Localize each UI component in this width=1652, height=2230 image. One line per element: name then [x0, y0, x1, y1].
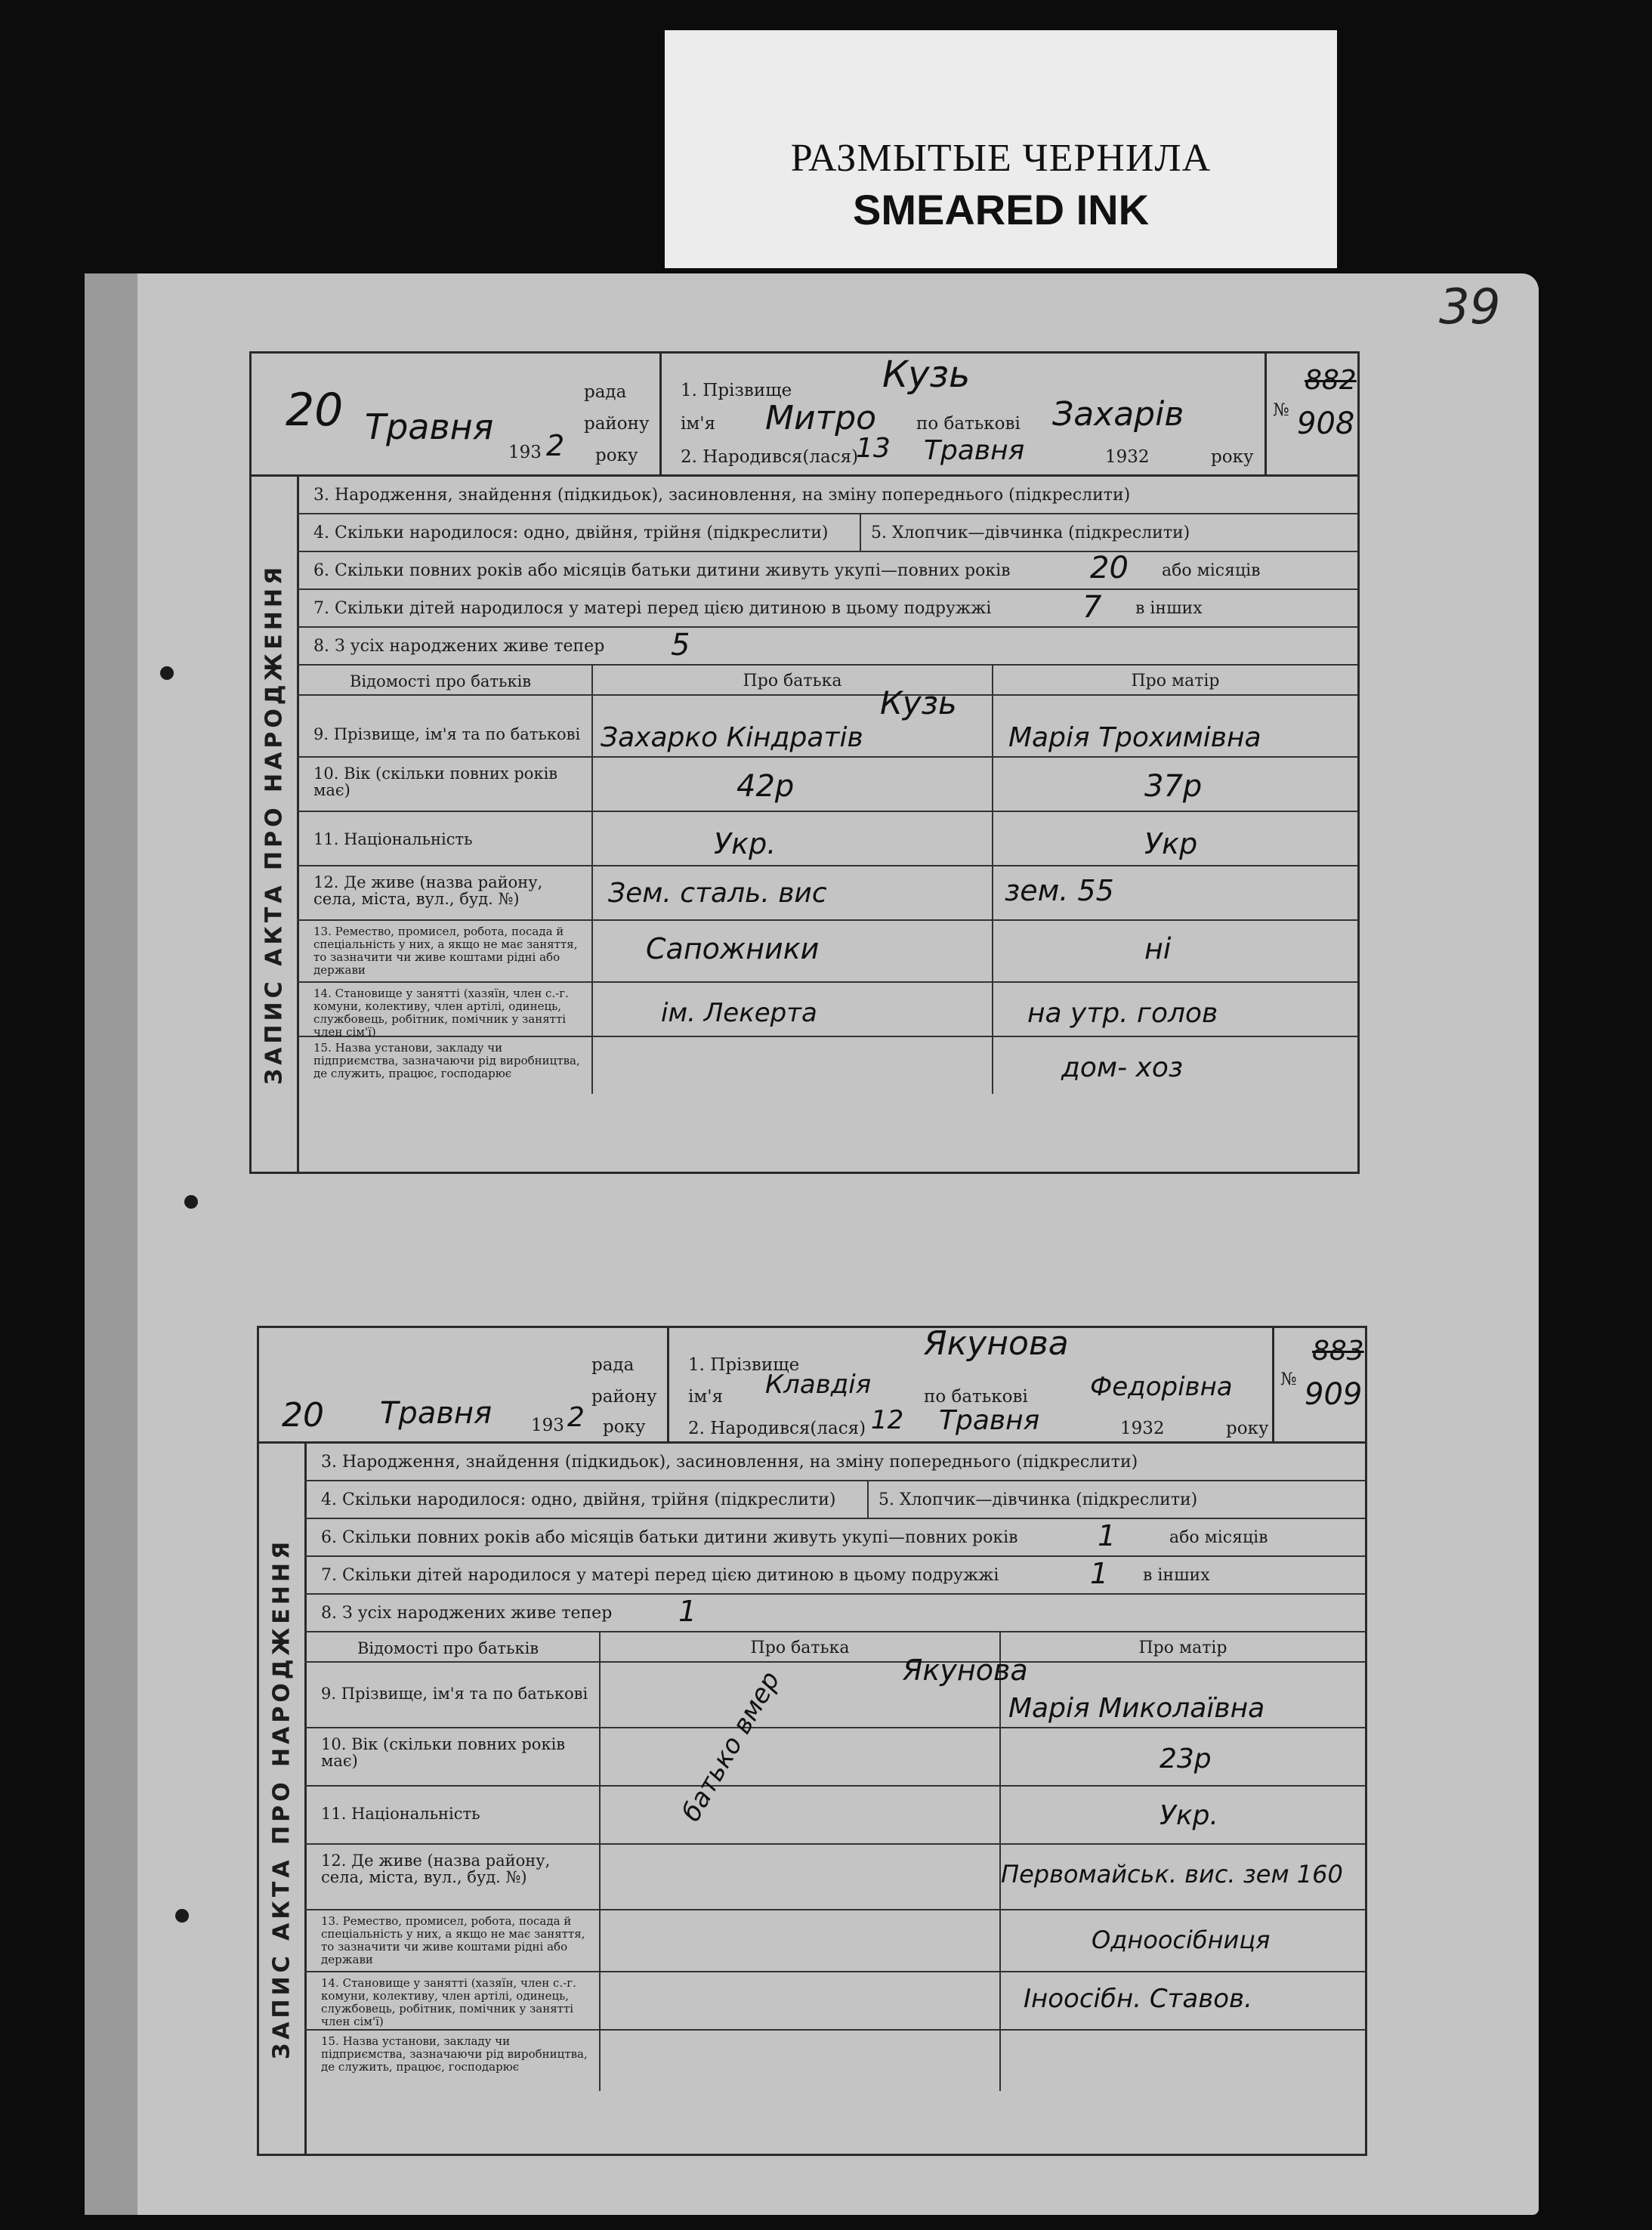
row-15: 15. Назва установи, закладу чи підприємства, зазначаючи рід виробництва, де служить, працює, господарює дом- хоз	[297, 1037, 1357, 1094]
mother-occupation: ні	[1144, 932, 1172, 965]
rada-label: рада	[591, 1355, 635, 1375]
number-old: 882	[1305, 365, 1357, 396]
born-month: Травня	[924, 435, 1025, 466]
alive-count: 5	[671, 628, 690, 663]
row-6: 6. Скільки повних років або місяців батьки дитини живуть укупі—повних років 20 або місяців	[297, 552, 1357, 590]
registration-date-cell: рада району року 20 Травня 193 2	[252, 354, 662, 474]
row-10: 10. Вік (скільки повних років має) батько вмер 23р	[304, 1728, 1365, 1787]
mother-name: Марія Миколаївна	[1008, 1693, 1265, 1724]
row-4-5: 4. Скільки народилося: одно, двійня, трійня (підкреслити) 5. Хлопчик—дівчинка (підкреслити)	[304, 1481, 1365, 1519]
rada-label: рада	[584, 382, 627, 402]
born-day: 13	[856, 433, 891, 464]
together-years: 1	[1098, 1519, 1116, 1552]
born-day: 12	[871, 1405, 904, 1435]
children-before: 1	[1090, 1557, 1109, 1590]
born-label: 2. Народився(лася)	[688, 1419, 866, 1438]
mother-occupation: Одноосібниця	[1092, 1926, 1271, 1954]
row-13: 13. Ремество, промисел, робота, посада й спеціальність у них, а якщо не має заняття, то зазначити чи живе коштами рідні або держави Сапожники ні	[297, 921, 1357, 983]
stamp-en: SMEARED INK	[852, 186, 1150, 233]
mother-name: Марія Трохимівна	[1008, 722, 1261, 753]
row-14: 14. Становище у занятті (хазяїн, член с.-г. комуни, колективу, член артілі, одинець, службовець, робітник, помічник у занятті член сім'ї) Іноосібн. Ставов.	[304, 1972, 1365, 2031]
mother-institution: дом- хоз	[1061, 1052, 1183, 1083]
binding-hole	[184, 1195, 198, 1209]
rayonu-label: району	[591, 1387, 657, 1407]
mother-age: 37р	[1144, 769, 1203, 804]
born-month: Травня	[939, 1405, 1040, 1436]
row-4-5: 4. Скільки народилося: одно, двійня, трійня (підкреслити) 5. Хлопчик—дівчинка (підкреслити)	[297, 514, 1357, 552]
child-surname: Якунова	[924, 1324, 1069, 1363]
children-before: 7	[1082, 590, 1102, 625]
born-label: 2. Народився(лася)	[681, 447, 859, 467]
father-surname: Кузь	[880, 684, 957, 721]
father-note: батько вмер	[676, 1666, 786, 1827]
child-patronymic: Захарів	[1052, 395, 1184, 434]
roku-label-2: року	[1226, 1419, 1269, 1438]
record-header	[249, 351, 1360, 474]
birth-record-908	[249, 351, 1360, 1174]
side-title: ЗАПИС АКТА ПРО НАРОДЖЕННЯ	[259, 1444, 307, 2154]
father-age: 42р	[736, 769, 795, 804]
row-11: 11. Національність Укр.	[304, 1787, 1365, 1845]
mother-age: 23р	[1159, 1744, 1212, 1774]
patronymic-label: по батькові	[924, 1387, 1028, 1407]
mother-nationality: Укр.	[1159, 1800, 1218, 1831]
row-7: 7. Скільки дітей народилося у матері перед цією дитиною в цьому подружжі 1 в інших	[304, 1557, 1365, 1595]
row-12: 12. Де живе (назва району, села, міста, вул., буд. №) Первомайськ. вис. зем 160	[304, 1845, 1365, 1910]
parents-table	[304, 1632, 1365, 2091]
record-number-cell	[1264, 354, 1357, 474]
surname-label: 1. Прізвище	[688, 1355, 800, 1375]
record-body	[249, 474, 1360, 1174]
rayonu-label: району	[584, 414, 650, 434]
row-14: 14. Становище у занятті (хазяїн, член с.-г. комуни, колективу, член артілі, одинець, службовець, робітник, помічник у занятті член сім'ї) ім. Лекерта на утр. голов	[297, 983, 1357, 1037]
row-9: 9. Прізвище, ім'я та по батькові Кузь Захарко Кіндратів Марія Трохимівна	[297, 696, 1357, 758]
mother-surname: Якунова	[903, 1654, 1028, 1687]
father-nationality: Укр.	[714, 827, 777, 860]
row-3: 3. Народження, знайдення (підкидьок), засиновлення, на зміну попереднього (підкреслити)	[297, 477, 1357, 514]
reg-day: 20	[286, 384, 344, 437]
number-new: 909	[1305, 1377, 1363, 1412]
row-15: 15. Назва установи, закладу чи підприємства, зазначаючи рід виробництва, де служить, працює, господарює	[304, 2031, 1365, 2091]
record-number-cell	[1272, 1328, 1365, 1441]
together-years: 20	[1090, 551, 1129, 585]
parents-table	[297, 666, 1357, 1094]
child-name: Митро	[765, 399, 877, 437]
row-8: 8. З усіх народжених живе тепер 1	[304, 1595, 1365, 1632]
surname-label: 1. Прізвище	[681, 381, 792, 400]
row-8: 8. З усіх народжених живе тепер 5	[297, 628, 1357, 666]
number-label: №	[1273, 400, 1289, 420]
father-occupation: Сапожники	[646, 932, 820, 965]
mother-status: на утр. голов	[1027, 998, 1218, 1029]
binding-hole	[175, 1909, 189, 1923]
row-3: 3. Народження, знайдення (підкидьок), засиновлення, на зміну попереднього (підкреслити)	[304, 1444, 1365, 1481]
patronymic-label: по батькові	[916, 414, 1021, 434]
stamp-ru: РАЗМЫТЫЕ ЧЕРНИЛА	[790, 137, 1212, 180]
reg-month: Травня	[365, 406, 494, 447]
birth-record-909	[257, 1326, 1367, 2156]
row-13: 13. Ремество, промисел, робота, посада й спеціальність у них, а якщо не має заняття, то зазначити чи живе коштами рідні або держави Одноосібниця	[304, 1910, 1365, 1972]
row-6: 6. Скільки повних років або місяців батьки дитини живуть укупі—повних років 1 або місяців	[304, 1519, 1365, 1557]
registration-date-cell: рада району року 20 Травня 193 2	[259, 1328, 669, 1441]
side-title: ЗАПИС АКТА ПРО НАРОДЖЕННЯ	[252, 477, 299, 1172]
sheet-number: 39	[1439, 280, 1501, 335]
mother-status: Іноосібн. Ставов.	[1024, 1984, 1252, 2014]
reg-year: 193	[508, 443, 542, 462]
mother-residence: Первомайськ. вис. зем 160	[1001, 1860, 1343, 1889]
row-7: 7. Скільки дітей народилося у матері перед цією дитиною в цьому подружжі 7 в інших	[297, 590, 1357, 628]
row-12: 12. Де живе (назва району, села, міста, вул., буд. №) Зем. сталь. вис зем. 55	[297, 866, 1357, 921]
reg-year: 193	[531, 1416, 564, 1435]
mother-residence: зем. 55	[1005, 874, 1114, 907]
smeared-ink-stamp	[665, 30, 1337, 268]
name-label: ім'я	[681, 414, 716, 434]
alive-count: 1	[678, 1595, 697, 1628]
born-year: 1932	[1105, 447, 1150, 467]
reg-month: Травня	[380, 1396, 493, 1431]
born-year: 1932	[1120, 1419, 1165, 1438]
row-10: 10. Вік (скільки повних років має) 42р 37р	[297, 758, 1357, 812]
binding-hole	[160, 666, 174, 680]
roku-label: року	[595, 446, 638, 465]
child-patronymic: Федорівна	[1090, 1372, 1233, 1402]
number-label: №	[1280, 1370, 1297, 1389]
parents-header: Відомості про батьків Про батька Про матір	[297, 666, 1357, 696]
number-new: 908	[1297, 406, 1355, 441]
roku-label-2: року	[1211, 447, 1254, 467]
number-old: 883	[1312, 1336, 1364, 1367]
father-status: ім. Лекерта	[661, 998, 817, 1028]
row-11: 11. Національність Укр. Укр	[297, 812, 1357, 866]
parents-header: Відомості про батьків Про батька Про матір	[304, 1632, 1365, 1663]
mother-nationality: Укр	[1144, 827, 1198, 860]
roku-label: року	[603, 1417, 646, 1437]
father-residence: Зем. сталь. вис	[608, 878, 827, 909]
reg-day: 20	[282, 1396, 324, 1435]
child-surname: Кузь	[882, 354, 971, 396]
child-name: Клавдія	[765, 1370, 872, 1400]
row-9: 9. Прізвище, ім'я та по батькові Якунова Марія Миколаївна	[304, 1663, 1365, 1728]
father-name: Захарко Кіндратів	[601, 722, 863, 753]
record-body	[257, 1441, 1367, 2156]
record-header	[257, 1326, 1367, 1441]
name-label: ім'я	[688, 1387, 724, 1407]
